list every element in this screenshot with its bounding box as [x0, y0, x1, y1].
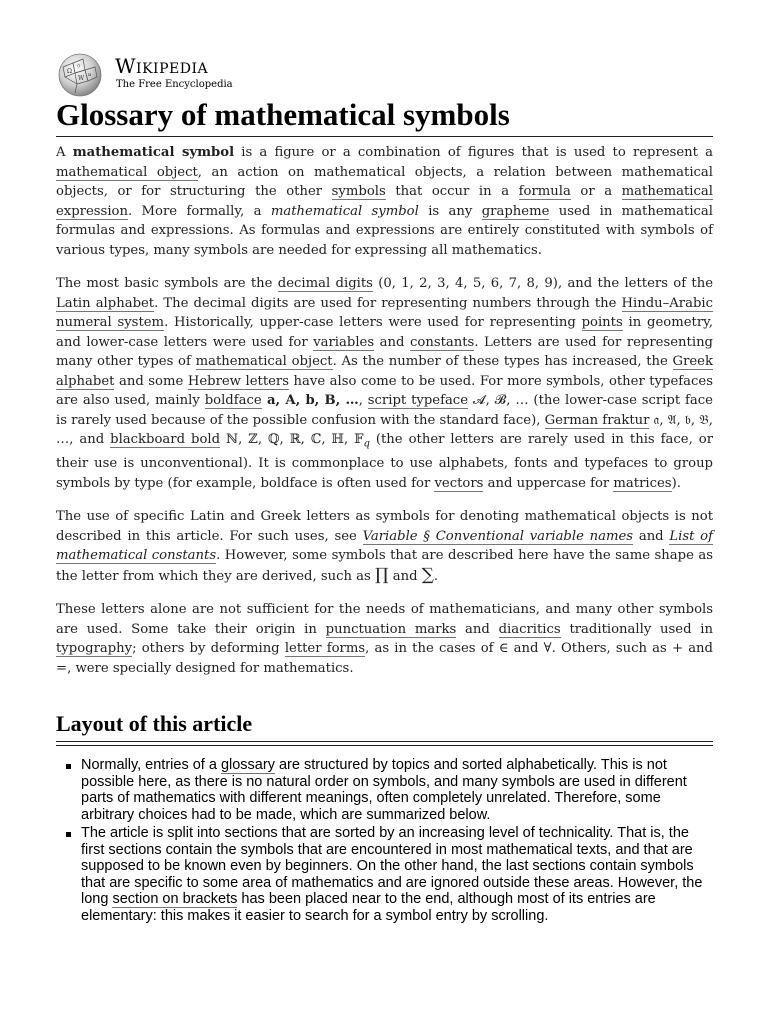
math-for-all-symbol: ∀	[543, 641, 552, 657]
layout-list	[56, 757, 713, 926]
link-variables[interactable]: variables	[313, 334, 375, 350]
math-plus-symbol: +	[671, 641, 684, 657]
intro-paragraph-3	[56, 507, 713, 586]
link-greek-alphabet[interactable]: Greek alphabet	[56, 354, 713, 389]
text: in geometry, and lower-case letters were used for	[56, 315, 714, 350]
text: (0, 1, 2, 3, 4, 5, 6, 7, 8, 9), and the letters of the	[372, 276, 713, 291]
text: . However, some symbols that are described here have the same shape as the letter from which they are derived, such as	[56, 548, 713, 584]
bullet-icon	[66, 764, 71, 769]
text: , and	[69, 432, 111, 447]
section-heading-layout: Layout of this article	[56, 710, 713, 742]
link-letter-forms[interactable]: letter forms	[284, 641, 366, 657]
article-intro	[56, 143, 713, 692]
link-grapheme[interactable]: grapheme	[481, 203, 550, 219]
svg-text:и: и	[88, 72, 92, 78]
text: is a figure or a combination of figures that is used to represent a	[234, 145, 713, 160]
intro-paragraph-1	[56, 143, 713, 260]
math-element-of-symbol: ∈	[498, 641, 509, 657]
text: , were specially designed for mathematics.	[67, 660, 354, 676]
text: and	[456, 621, 499, 637]
wikipedia-globe-icon[interactable]	[55, 53, 105, 97]
link-mathematical-object[interactable]: mathematical object	[56, 164, 198, 180]
link-matrices[interactable]: matrices	[613, 475, 672, 491]
link-glossary[interactable]: glossary	[220, 757, 275, 773]
text: is any	[418, 203, 482, 219]
wikipedia-wordmark[interactable]: Wikipedia	[115, 54, 209, 78]
text: (the lower-case script face is rarely used because of the possible confusion with the standard face),	[56, 393, 713, 428]
text: ; others by deforming	[132, 641, 285, 657]
text: ,	[358, 393, 368, 408]
link-vectors[interactable]: vectors	[434, 475, 484, 491]
link-mathematical-expression[interactable]: mathematical expression	[56, 184, 713, 219]
link-hebrew-letters[interactable]: Hebrew letters	[187, 373, 289, 389]
text: have also come to be used. For more symbols, other typefaces are also used, mainly	[56, 373, 714, 408]
list-item	[56, 757, 713, 823]
link-blackboard-bold[interactable]: blackboard bold	[110, 432, 221, 447]
intro-paragraph-4	[56, 600, 713, 678]
text: . Historically, upper-case letters were used for representing	[164, 315, 582, 330]
link-formula[interactable]: formula	[518, 184, 571, 199]
section-divider	[56, 745, 713, 746]
text: traditionally used in	[560, 621, 713, 637]
link-decimal-digits[interactable]: decimal digits	[277, 276, 373, 291]
text: and	[633, 528, 670, 544]
link-german-fraktur[interactable]: German fraktur	[544, 412, 650, 428]
text: that occur in a	[385, 184, 519, 199]
svg-text:W: W	[78, 75, 85, 82]
link-constants[interactable]: constants	[410, 334, 475, 350]
text: . Others, such as	[551, 641, 672, 657]
link-hindu-arabic-numeral-system[interactable]: Hindu–Arabic numeral system	[56, 295, 714, 330]
text: and uppercase for	[483, 475, 614, 491]
text: or a	[570, 184, 622, 199]
math-product-symbol: ∏	[375, 564, 389, 585]
link-typography[interactable]: typography	[56, 641, 133, 657]
text: ).	[671, 475, 681, 491]
link-section-on-brackets[interactable]: section on brackets	[112, 891, 238, 907]
bold-term: mathematical symbol	[72, 145, 235, 160]
text: The article is split into sections that are sorted by an increasing level of technicality. That is, the first sections contain the symbols that are encountered in most mathematical texts, and that are supposed to be known even by beginners. On the other hand, the last sections contain symbols that are specific to some area of mathematics and are ignored outside these areas. However, the long	[81, 825, 703, 907]
math-sum-symbol: ∑	[421, 564, 434, 585]
link-script-typeface[interactable]: script typeface	[367, 393, 468, 408]
link-punctuation-marks[interactable]: punctuation marks	[325, 621, 457, 637]
math-boldface-letters: a, A, b, B, …	[261, 393, 359, 408]
link-points[interactable]: points	[581, 315, 623, 330]
text: A	[56, 145, 73, 160]
text: The most basic symbols are the	[56, 276, 278, 291]
text: and	[683, 641, 713, 657]
text: and some	[114, 373, 188, 389]
text: The use of specific Latin and Greek letters as symbols for denoting mathematical objects is not described in this article. For such uses, see	[56, 509, 713, 544]
intro-paragraph-2	[56, 274, 713, 493]
link-latin-alphabet[interactable]: Latin alphabet	[56, 295, 155, 311]
math-fraktur-letters: 𝔞, 𝔄, 𝔟, 𝔅, …	[56, 412, 714, 447]
link-diacritics[interactable]: diacritics	[498, 621, 561, 637]
link-symbols[interactable]: symbols	[331, 184, 386, 199]
math-script-letters: 𝓐, 𝓑, …	[468, 393, 529, 408]
list-item	[56, 825, 713, 924]
wikipedia-tagline: The Free Encyclopedia	[116, 79, 233, 90]
text: used in mathematical formulas and expressions. As formulas and expressions are entirely constituted with symbols of various types, many symbols are needed for expressing all mathematics.	[56, 203, 713, 258]
text: . More formally, a	[127, 203, 271, 219]
svg-text:ウ: ウ	[76, 64, 82, 70]
svg-text:Ω: Ω	[67, 68, 72, 75]
link-list-of-mathematical-constants[interactable]: List of mathematical constants	[56, 528, 713, 564]
text: has been placed near to the end, although most of its entries are elementary: this makes it easier to search for a symbol entry by scrolling.	[81, 891, 656, 924]
text: .	[433, 568, 439, 584]
text: . Letters are used for representing many other types of	[56, 334, 714, 369]
text: Normally, entries of a	[81, 757, 221, 773]
page-title: Glossary of mathematical symbols	[56, 95, 713, 137]
math-subscript-q: q	[363, 438, 370, 450]
text: (the other letters are rarely used in this face, or their use is unconventional). It is commonplace to use alphabets, fonts and typefaces to group symbols by type (for example, boldface is often used for	[56, 432, 714, 491]
math-equals-symbol: =	[56, 660, 68, 676]
text: , as in the cases of	[365, 641, 499, 657]
text: , an action on mathematical objects, a relation between mathematical objects, or for structuring the other	[56, 164, 713, 199]
link-mathematical-object[interactable]: mathematical object	[195, 354, 333, 369]
text: and	[388, 568, 422, 584]
text: . The decimal digits are used for representing numbers through the	[154, 295, 622, 311]
text: are structured by topics and sorted alphabetically. This is not possible here, as there is no natural order on symbols, and many symbols are used in different parts of mathematics with different meanings, often completely unrelated. Therefore, some arbitrary choices had to be made, which are summarized below.	[81, 757, 687, 823]
text: and	[374, 334, 410, 350]
link-boldface[interactable]: boldface	[204, 393, 262, 408]
text: and	[508, 641, 544, 657]
text: . As the number of these types has increased, the	[332, 354, 673, 369]
bullet-icon	[66, 832, 71, 837]
italic-term: mathematical symbol	[270, 203, 419, 219]
math-blackboard-letters: ℕ, ℤ, ℚ, ℝ, ℂ, ℍ, 𝔽	[220, 432, 364, 447]
text: These letters alone are not sufficient for the needs of mathematicians, and many other symbols are used. Some take their origin in	[56, 602, 713, 637]
link-variable-conventional-names[interactable]: Variable § Conventional variable names	[362, 528, 634, 544]
